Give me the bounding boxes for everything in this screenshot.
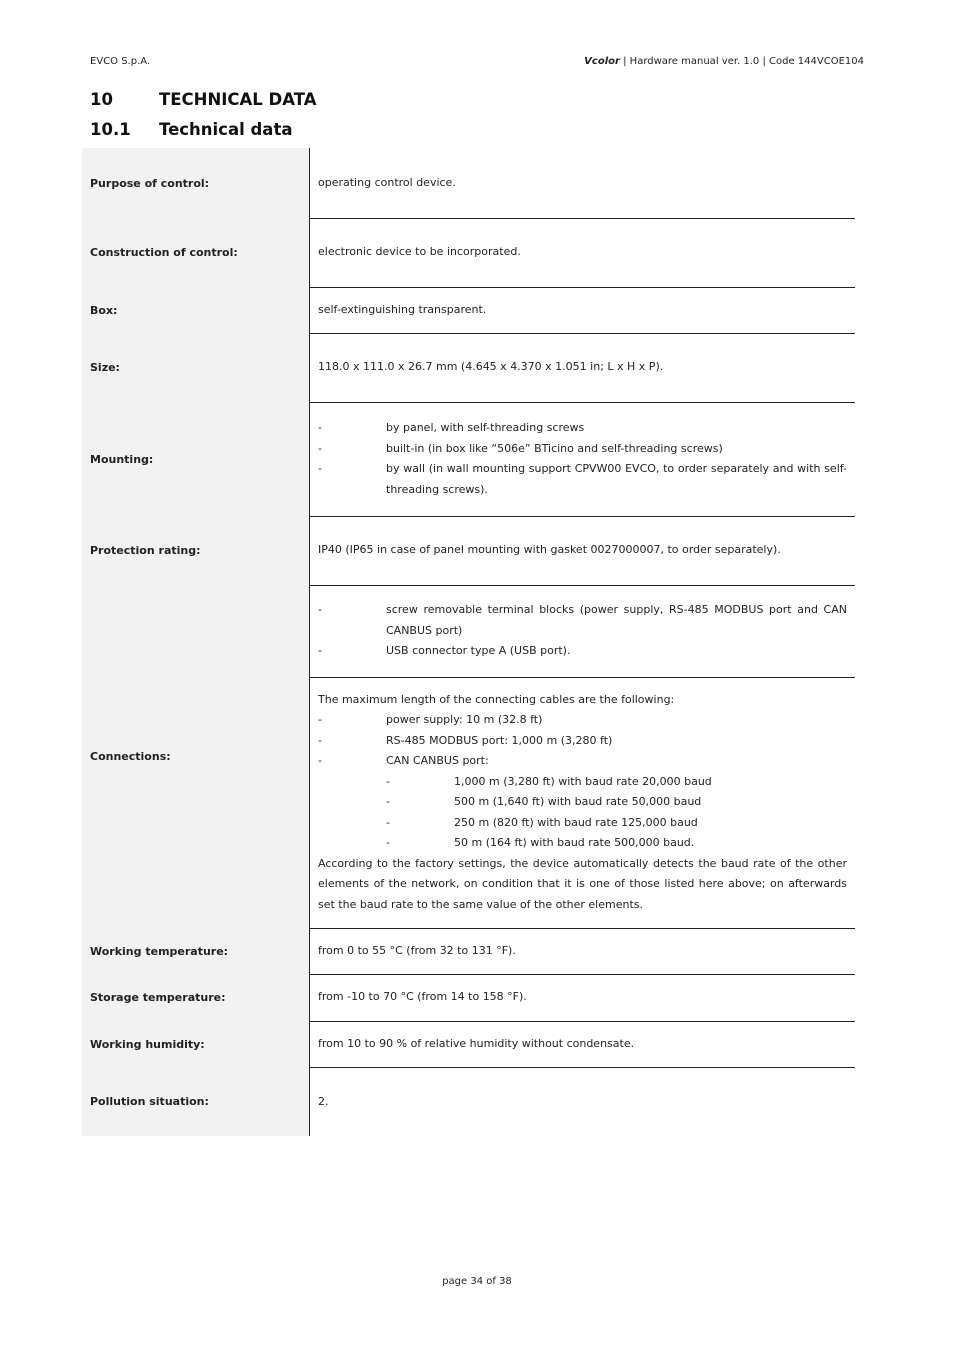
- section-heading: [90, 90, 316, 109]
- sub-list-item: [318, 772, 847, 793]
- header-manual-code: | Hardware manual ver. 1.0 | Code 144VCOE104: [619, 56, 864, 67]
- dash-marker: -: [386, 795, 390, 809]
- header-brand: Vcolor: [584, 56, 620, 67]
- row-label: Connections:: [82, 585, 310, 928]
- row-label: Storage temperature:: [82, 974, 310, 1021]
- subsection-title: Technical data: [159, 120, 293, 139]
- row-value: electronic device to be incorporated.: [310, 218, 856, 287]
- list-item: [318, 459, 847, 500]
- list-item-text: by panel, with self-threading screws: [386, 421, 585, 434]
- table-row: [82, 148, 855, 218]
- row-value: [310, 585, 856, 677]
- dash-marker: -: [318, 733, 322, 747]
- row-value: from -10 to 70 °C (from 14 to 158 °F).: [310, 974, 856, 1021]
- section-number: 10: [90, 90, 113, 109]
- list-item: [318, 439, 847, 460]
- list-item-text: power supply: 10 m (32.8 ft): [386, 713, 543, 727]
- dash-marker: -: [386, 774, 390, 788]
- cable-length-intro: The maximum length of the connecting cables are the following:: [318, 692, 675, 706]
- row-label: Purpose of control:: [82, 148, 310, 218]
- sub-list-item: [318, 833, 847, 854]
- row-value: 118.0 x 111.0 x 26.7 mm (4.645 x 4.370 x 1.051 in; L x H x P).: [310, 333, 856, 402]
- table-row: [82, 928, 855, 974]
- list-item: [318, 710, 847, 731]
- list-item-text: 50 m (164 ft) with baud rate 500,000 baud.: [454, 836, 695, 850]
- row-value: [310, 677, 856, 928]
- subsection-number: 10.1: [90, 120, 131, 139]
- list-item-text: screw removable terminal blocks (power supply, RS-485 MODBUS port and CAN CANBUS port): [386, 603, 847, 637]
- dash-marker: -: [318, 441, 322, 455]
- dash-marker: -: [318, 421, 322, 434]
- table-row: [82, 974, 855, 1021]
- row-value: IP40 (IP65 in case of panel mounting with gasket 0027000007, to order separately).: [310, 516, 856, 585]
- header-document-info: [584, 56, 864, 67]
- sub-list-item: [318, 792, 847, 813]
- table-row: [82, 333, 855, 402]
- row-value: from 0 to 55 °C (from 32 to 131 °F).: [310, 928, 856, 974]
- dash-marker: -: [386, 836, 390, 850]
- dash-marker: -: [318, 754, 322, 768]
- row-label: Box:: [82, 287, 310, 333]
- sub-list-item: [318, 813, 847, 834]
- row-label: Working temperature:: [82, 928, 310, 974]
- list-item: [318, 751, 847, 772]
- list-item: [318, 641, 847, 662]
- technical-data-table: [82, 148, 855, 1136]
- dash-marker: -: [386, 815, 390, 829]
- row-label: Size:: [82, 333, 310, 402]
- list-item-text: 500 m (1,640 ft) with baud rate 50,000 baud: [454, 795, 702, 809]
- list-item: [318, 600, 847, 641]
- list-item-text: 250 m (820 ft) with baud rate 125,000 baud: [454, 815, 698, 829]
- table-row: [82, 1021, 855, 1067]
- row-value: [310, 402, 856, 516]
- row-label: Pollution situation:: [82, 1067, 310, 1136]
- list-item-text: 1,000 m (3,280 ft) with baud rate 20,000 baud: [454, 774, 712, 788]
- subsection-heading: [90, 120, 292, 139]
- list-item-text: CAN CANBUS port:: [386, 754, 489, 768]
- row-value: self-extinguishing transparent.: [310, 287, 856, 333]
- table-row: [82, 218, 855, 287]
- list-item: [318, 418, 847, 439]
- row-value: operating control device.: [310, 148, 856, 218]
- list-item-text: by wall (in wall mounting support CPVW00 EVCO, to order separately and with self-threading screws).: [386, 462, 847, 496]
- list-item-text: built-in (in box like “506e” BTicino and self-threading screws): [386, 441, 723, 455]
- dash-marker: -: [318, 603, 322, 617]
- table-row: [82, 516, 855, 585]
- row-value: 2.: [318, 1094, 329, 1108]
- row-label: Construction of control:: [82, 218, 310, 287]
- list-item-text: RS-485 MODBUS port: 1,000 m (3,280 ft): [386, 733, 613, 747]
- row-label: Mounting:: [82, 402, 310, 516]
- dash-marker: -: [318, 644, 322, 658]
- header-company: EVCO S.p.A.: [90, 56, 151, 67]
- section-title: TECHNICAL DATA: [159, 90, 317, 109]
- row-value: from 10 to 90 % of relative humidity without condensate.: [310, 1021, 856, 1067]
- dash-marker: -: [318, 713, 322, 727]
- row-label: Protection rating:: [82, 516, 310, 585]
- list-item-text: USB connector type A (USB port).: [386, 644, 571, 658]
- page-number: page 34 of 38: [442, 1276, 512, 1287]
- table-row: [82, 402, 855, 516]
- row-label: Working humidity:: [82, 1021, 310, 1067]
- table-row: [82, 585, 855, 677]
- list-item: [318, 731, 847, 752]
- table-row: [82, 1067, 855, 1136]
- table-row: [82, 287, 855, 333]
- baud-rate-note: According to the factory settings, the device automatically detects the baud rate of the other elements of the network, on condition that it is one of those listed here above; on afterwards set the baud rate to the same value of the other elements.: [318, 856, 847, 911]
- dash-marker: -: [318, 462, 322, 475]
